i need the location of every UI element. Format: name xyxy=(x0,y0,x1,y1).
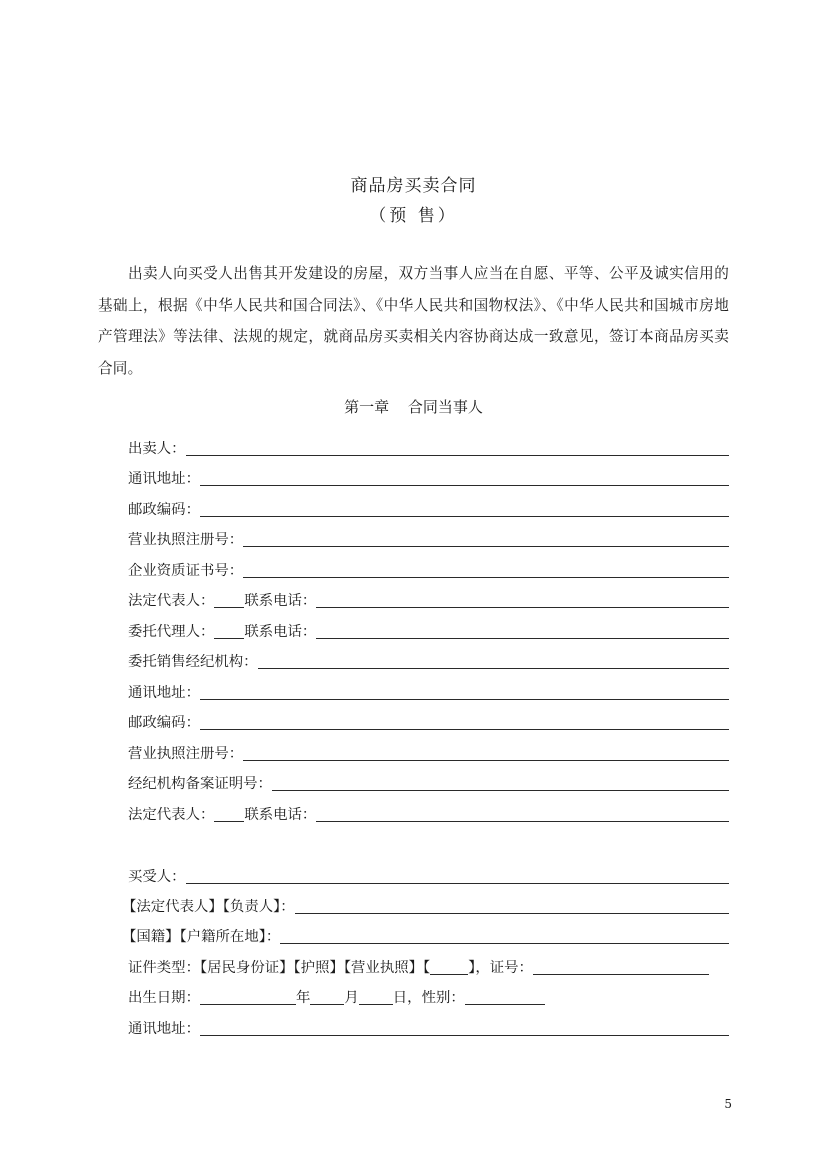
seller-agent-field[interactable] xyxy=(214,622,244,639)
buyer-birth-month-field[interactable] xyxy=(310,988,344,1005)
agency-phone-field[interactable] xyxy=(316,805,729,822)
agency-license-field[interactable] xyxy=(243,744,729,761)
seller-legal-rep-label: 法定代表人： xyxy=(128,593,215,609)
seller-license-field[interactable] xyxy=(243,530,729,547)
buyer-id-number-field[interactable] xyxy=(533,958,709,975)
seller-label: 出卖人： xyxy=(128,441,186,457)
seller-agent-phone-label: 联系电话： xyxy=(244,624,317,640)
seller-agent-phone-field[interactable] xyxy=(316,622,729,639)
buyer-rep-row xyxy=(122,896,729,916)
agency-label: 委托销售经纪机构： xyxy=(128,654,258,670)
seller-qualification-row xyxy=(128,560,729,580)
page-number: 5 xyxy=(724,1097,732,1111)
buyer-address-label: 通讯地址： xyxy=(128,1021,200,1037)
seller-qualification-label: 企业资质证书号： xyxy=(128,563,244,579)
agency-row xyxy=(128,651,729,671)
buyer-id-type-label: 证件类型：【居民身份证】【护照】【营业执照】【 xyxy=(128,960,431,976)
seller-address-row xyxy=(128,468,729,488)
seller-address-field[interactable] xyxy=(200,469,729,486)
agency-address-row xyxy=(128,682,729,702)
buyer-day-gender-label: 日，性别： xyxy=(392,990,465,1006)
buyer-month-label: 月 xyxy=(344,990,359,1006)
seller-agent-row xyxy=(128,621,729,641)
seller-phone-label: 联系电话： xyxy=(244,593,317,609)
agency-record-row xyxy=(128,773,729,793)
page-subtitle: （预 售） xyxy=(369,206,458,226)
agency-address-field[interactable] xyxy=(200,683,729,700)
buyer-rep-field[interactable] xyxy=(295,897,729,914)
seller-postcode-row xyxy=(128,499,729,519)
seller-postcode-field[interactable] xyxy=(200,500,729,517)
seller-qualification-field[interactable] xyxy=(243,561,729,578)
seller-legal-rep-field[interactable] xyxy=(214,591,244,608)
buyer-id-row xyxy=(128,957,729,977)
agency-legal-rep-field[interactable] xyxy=(214,805,244,822)
agency-postcode-label: 邮政编码： xyxy=(128,715,200,731)
agency-record-field[interactable] xyxy=(272,774,729,791)
agency-address-label: 通讯地址： xyxy=(128,685,200,701)
seller-legal-rep-row xyxy=(128,590,729,610)
agency-legal-rep-row xyxy=(128,804,729,824)
buyer-label: 买受人： xyxy=(128,869,186,885)
agency-license-label: 营业执照注册号： xyxy=(128,746,244,762)
agency-record-label: 经纪机构备案证明号： xyxy=(128,776,272,792)
buyer-nationality-label: 【国籍】【户籍所在地】： xyxy=(122,929,281,945)
agency-postcode-field[interactable] xyxy=(200,713,729,730)
buyer-id-number-label: 】，证号： xyxy=(468,960,533,976)
buyer-id-type-other-field[interactable] xyxy=(430,958,468,975)
buyer-address-row xyxy=(128,1018,729,1038)
seller-license-label: 营业执照注册号： xyxy=(128,532,244,548)
chapter-heading: 第一章 合同当事人 xyxy=(344,398,483,416)
buyer-row xyxy=(128,866,729,886)
buyer-gender-field[interactable] xyxy=(465,988,545,1005)
seller-phone-field[interactable] xyxy=(316,591,729,608)
buyer-birth-row xyxy=(128,987,729,1007)
seller-postcode-label: 邮政编码： xyxy=(128,502,200,518)
seller-agent-label: 委托代理人： xyxy=(128,624,215,640)
seller-license-row xyxy=(128,529,729,549)
agency-legal-rep-label: 法定代表人： xyxy=(128,807,215,823)
agency-phone-label: 联系电话： xyxy=(244,807,317,823)
buyer-nationality-row xyxy=(122,926,729,946)
buyer-rep-label: 【法定代表人】【负责人】： xyxy=(122,899,295,915)
buyer-birth-label: 出生日期： xyxy=(128,990,200,1006)
seller-field[interactable] xyxy=(186,439,729,456)
buyer-year-label: 年 xyxy=(295,990,311,1006)
intro-paragraph: 出卖人向买受人出售其开发建设的房屋，双方当事人应当在自愿、平等、公平及诚实信用的基础上，根据《中华人民共和国合同法》、《中华人民共和国物权法》、《中华人民共和国城市房地产管理法》等法律、法规的规定，就商品房买卖相关内容协商达成一致意见，签订本商品房买卖合同。 xyxy=(98,265,729,377)
agency-postcode-row xyxy=(128,712,729,732)
seller-row xyxy=(128,438,729,458)
buyer-birth-day-field[interactable] xyxy=(359,988,393,1005)
buyer-birth-year-field[interactable] xyxy=(200,988,296,1005)
agency-field[interactable] xyxy=(258,652,729,669)
buyer-nationality-field[interactable] xyxy=(280,927,729,944)
agency-license-row xyxy=(128,743,729,763)
seller-address-label: 通讯地址： xyxy=(128,471,200,487)
page-title: 商品房买卖合同 xyxy=(350,176,477,196)
buyer-field[interactable] xyxy=(186,867,729,884)
buyer-address-field[interactable] xyxy=(200,1019,729,1036)
